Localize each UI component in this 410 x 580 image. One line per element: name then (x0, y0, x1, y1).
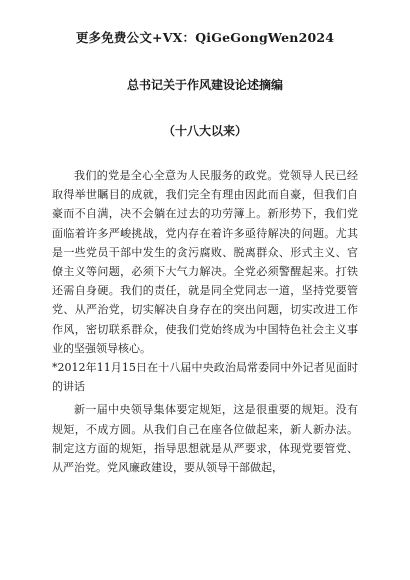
document-subtitle: （十八大以来） (162, 124, 247, 138)
source-note: *2012年11月15日在十八届中央政治局常委同中外记者见面时的讲话 (52, 361, 358, 394)
body-paragraph-1: 我们的党是全心全意为人民服务的政党。党领导人民已经取得举世瞩目的成就，我们完全有理由因此而自豪，但我们自豪而不自满，决不会躺在过去的功劳簿上。新形势下，我们党面临着许多严峻挑战，党内存在着许多亟待解决的问题。尤其是一些党员干部中发生的贪污腐败、脱离群众、形式主义、官僚主义等问题，必须下大气力解决。全党必须警醒起来。打铁还需自身硬。我们的责任，就是同全党同志一道，坚持党要管党、从严治党，切实解决自身存在的突出问题，切实改进工作作风，密切联系群众，使我们党始终成为中国特色社会主义事业的坚强领导核心。 (52, 169, 358, 355)
document-body (52, 166, 358, 477)
header-note: 更多免费公文+VX：QiGeGongWen2024 (75, 30, 335, 45)
body-paragraph-2: 新一届中央领导集体要定规矩，这是很重要的规矩。没有规矩，不成方圆。从我们自己在座各位做起来，新人新办法。制定这方面的规矩，指导思想就是从严要求，体现党要管党、从严治党。党风廉政建设，要从领导干部做起， (52, 403, 358, 475)
document-title: 总书记关于作风建设论述摘编 (126, 78, 283, 92)
